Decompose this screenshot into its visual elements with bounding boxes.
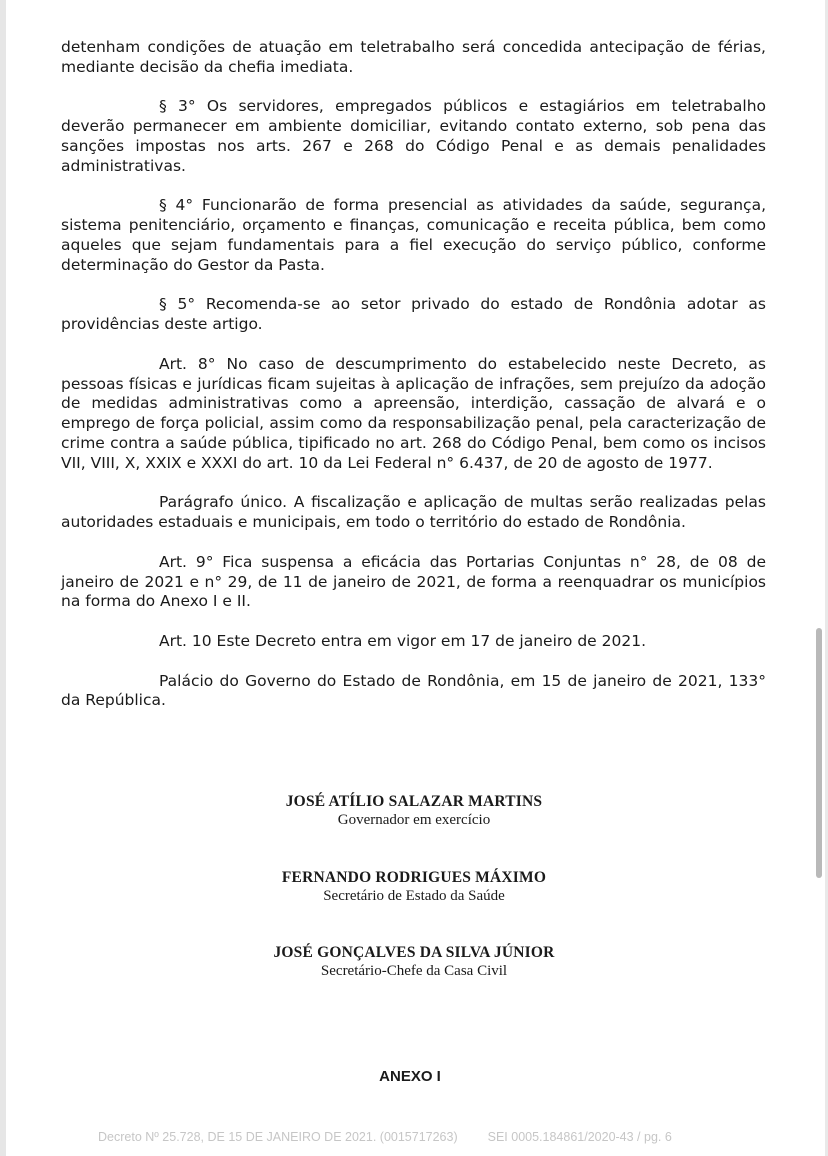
annex-title: ANEXO I xyxy=(379,1068,441,1085)
signature-governor xyxy=(0,792,820,830)
signature-role: Governador em exercício xyxy=(337,812,491,828)
signature-name: FERNANDO RODRIGUES MÁXIMO xyxy=(281,869,547,886)
signature-name: JOSÉ ATÍLIO SALAZAR MARTINS xyxy=(285,793,543,810)
viewer-left-edge xyxy=(0,0,6,1156)
paragraph-article-10: Art. 10 Este Decreto entra em vigor em 17 de janeiro de 2021. xyxy=(159,631,647,650)
paragraph-article-9: Art. 9° Fica suspensa a eficácia das Portarias Conjuntas n° 28, de 08 de janeiro de 2021 e n° 29, de 11 de janeiro de 2021, de forma a reenquadrar os municípios na forma do Anexo I e II. xyxy=(61,552,766,611)
paragraph-section-3: § 3° Os servidores, empregados públicos e estagiários em teletrabalho deverão permanecer em ambiente domiciliar, evitando contato externo, sob pena das sanções impostas nos arts. 267 e 268 do Código Penal e as demais penalidades administrativas. xyxy=(61,97,766,175)
paragraph-single-paragraph: Parágrafo único. A fiscalização e aplicação de multas serão realizadas pelas autoridades estaduais e municipais, em todo o território do estado de Rondônia. xyxy=(61,493,766,532)
scrollbar-thumb[interactable] xyxy=(816,628,822,878)
paragraph-ferias-continuation: detenham condições de atuação em teletrabalho será concedida antecipação de férias, mediante decisão da chefia imediata. xyxy=(61,38,766,76)
footer-decree-reference: Decreto Nº 25.728, DE 15 DE JANEIRO DE 2021. (0015717263) xyxy=(98,1130,458,1144)
signature-civil-house-chief xyxy=(0,943,820,981)
paragraph-article-8: Art. 8° No caso de descumprimento do estabelecido neste Decreto, as pessoas físicas e jurídicas ficam sujeitas à aplicação de infrações, sem prejuízo da adoção de medidas administrativas como a apreensão, interdição, cassação de alvará e o emprego de força policial, assim como da responsabilização penal, pela caracterização de crime contra a saúde pública, tipificado no art. 268 do Código Penal, bem como os incisos VII, VIII, X, XXIX e XXXI do art. 10 da Lei Federal n° 6.437, de 20 de agosto de 1977. xyxy=(61,354,766,472)
signature-health-secretary xyxy=(0,868,820,906)
signature-role: Secretário-Chefe da Casa Civil xyxy=(320,963,508,979)
page-footer xyxy=(98,1130,672,1144)
footer-sei-reference: SEI 0005.184861/2020-43 / pg. 6 xyxy=(487,1130,672,1144)
paragraph-section-4: § 4° Funcionarão de forma presencial as atividades da saúde, segurança, sistema penitenciário, orçamento e finanças, comunicação e receita pública, bem como aqueles que sejam fundamentais para a fiel execução do serviço público, conforme determinação do Gestor da Pasta. xyxy=(61,196,766,274)
paragraph-palace-date: Palácio do Governo do Estado de Rondônia, em 15 de janeiro de 2021, 133° da República. xyxy=(61,671,766,710)
signature-name: JOSÉ GONÇALVES DA SILVA JÚNIOR xyxy=(273,944,555,961)
signature-role: Secretário de Estado da Saúde xyxy=(323,888,505,904)
paragraph-section-5: § 5° Recomenda-se ao setor privado do estado de Rondônia adotar as providências deste artigo. xyxy=(61,295,766,334)
document-body xyxy=(61,38,766,731)
